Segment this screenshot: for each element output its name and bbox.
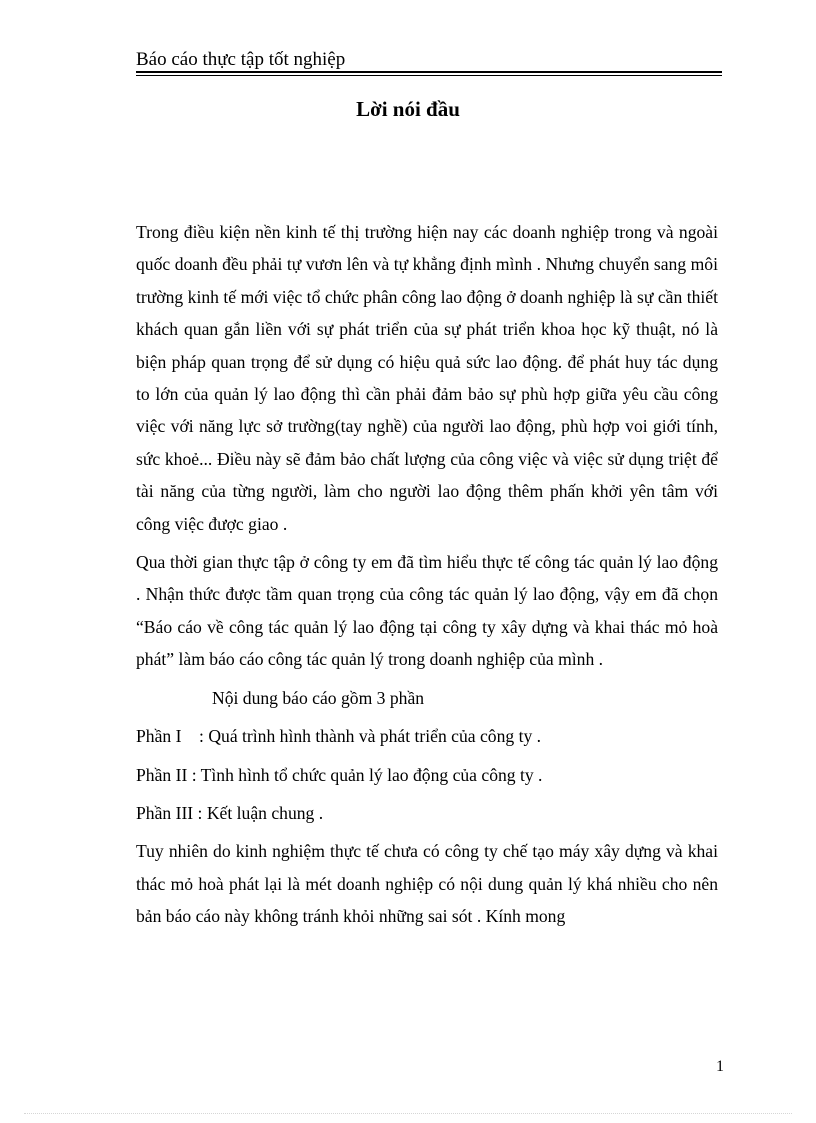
header-rule-thin: [136, 75, 722, 76]
paragraph-2: Qua thời gian thực tập ở công ty em đã tìm hiểu thực tế công tác quản lý lao động . Nhận thức được tầm quan trọng của công tác quản lý lao động, vậy em đã chọn “Báo cáo về công tác quản lý lao động tại công ty xây dựng và khai thác mỏ hoà phát” làm báo cáo công tác quản lý trong doanh nghiệp của mình .: [136, 552, 718, 670]
document-title: Lời nói đầu: [356, 97, 460, 121]
contents-intro: Nội dung báo cáo gồm 3 phần: [212, 687, 425, 708]
document-body: [136, 216, 718, 939]
closing-paragraph: Tuy nhiên do kinh nghiệm thực tế chưa có công ty chế tạo máy xây dựng và khai thác mỏ hoà phát lại là mét doanh nghiệp có nội dung quản lý khá nhiều cho nên bản báo cáo này không tránh khỏi những sai sót . Kính mong: [136, 841, 718, 927]
header-title: Báo cáo thực tập tốt nghiệp: [136, 49, 346, 70]
part-item-2: Phần II : Tình hình tổ chức quản lý lao động của công ty .: [136, 764, 543, 785]
header-rule-thick: [136, 71, 722, 73]
part-item-3: Phần III : Kết luận chung .: [136, 802, 324, 823]
paragraph-1: Trong điều kiện nền kinh tế thị trường hiện nay các doanh nghiệp trong và ngoài quốc doanh đều phải tự vươn lên và tự khẳng định mình . Nhưng chuyển sang môi trường kinh tế mới việc tổ chức phân công lao động ở doanh nghiệp là sự cần thiết khách quan gắn liền với sự phát triển của sự phát triển khoa học kỹ thuật, nó là biện pháp quan trọng để sử dụng có hiệu quả sức lao động. để phát huy tác dụng to lớn của quản lý lao động thì cần phải đảm bảo sự phù hợp giữa yêu cầu công việc với năng lực sở trường(tay nghề) của người lao động, phù hợp voi giới tính, sức khoẻ... Điều này sẽ đảm bảo chất lượng của công việc và việc sử dụng triệt để tài năng của từng người, làm cho người lao động thêm phấn khởi yên tâm với công việc được giao .: [136, 222, 718, 534]
part-item-1: Phần I : Quá trình hình thành và phát triển của công ty .: [136, 726, 542, 747]
footer-divider: [24, 1113, 792, 1114]
page-number: 1: [716, 1058, 724, 1075]
